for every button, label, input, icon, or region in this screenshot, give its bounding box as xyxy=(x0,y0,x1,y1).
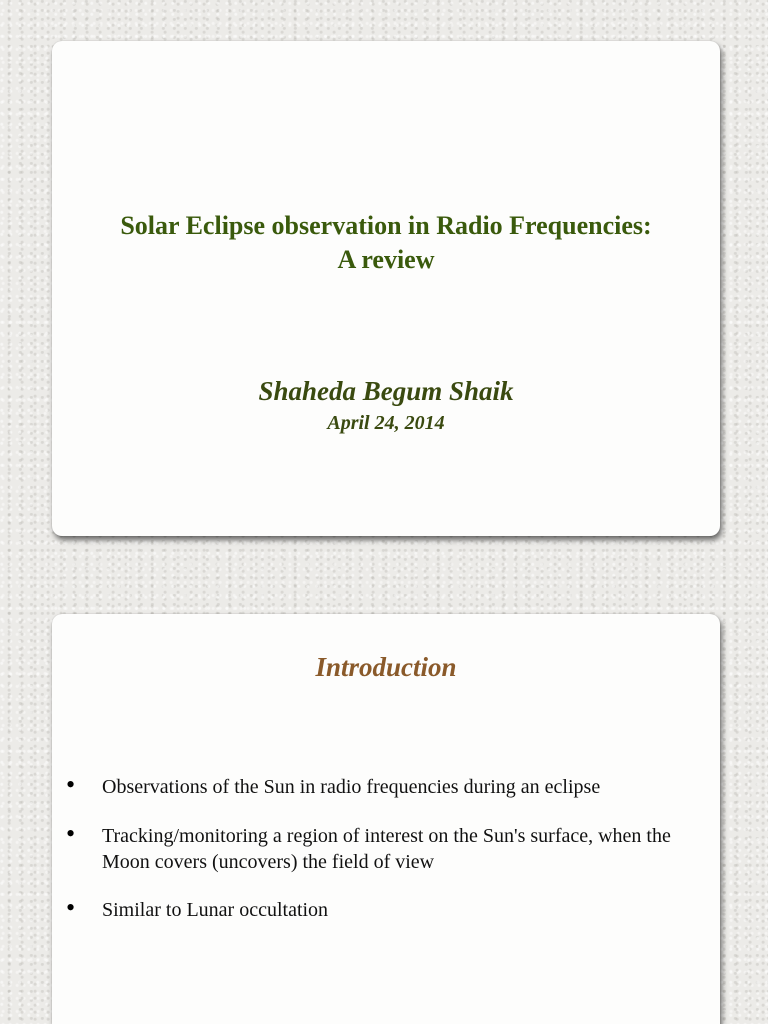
presentation-title-line-1: Solar Eclipse observation in Radio Frequencies: xyxy=(120,211,652,240)
bullet-text: Similar to Lunar occultation xyxy=(102,899,329,921)
presentation-date: April 24, 2014 xyxy=(327,412,445,434)
bullet-text: Tracking/monitoring a region of interest on the Sun's surface, when the Moon covers (uncovers) the field of view xyxy=(102,825,671,873)
slide-heading: Introduction xyxy=(315,652,457,682)
introduction-slide xyxy=(52,614,720,1024)
bullet-icon: • xyxy=(66,770,76,799)
bullet-icon: • xyxy=(66,819,76,848)
bullet-list xyxy=(52,614,720,1024)
bullet-icon: • xyxy=(66,893,76,922)
bullet-text: Observations of the Sun in radio frequencies during an eclipse xyxy=(102,776,601,798)
author-name: Shaheda Begum Shaik xyxy=(258,376,514,406)
presentation-title xyxy=(52,209,720,277)
presentation-title-line-2: A review xyxy=(337,245,435,274)
title-slide xyxy=(52,41,720,536)
